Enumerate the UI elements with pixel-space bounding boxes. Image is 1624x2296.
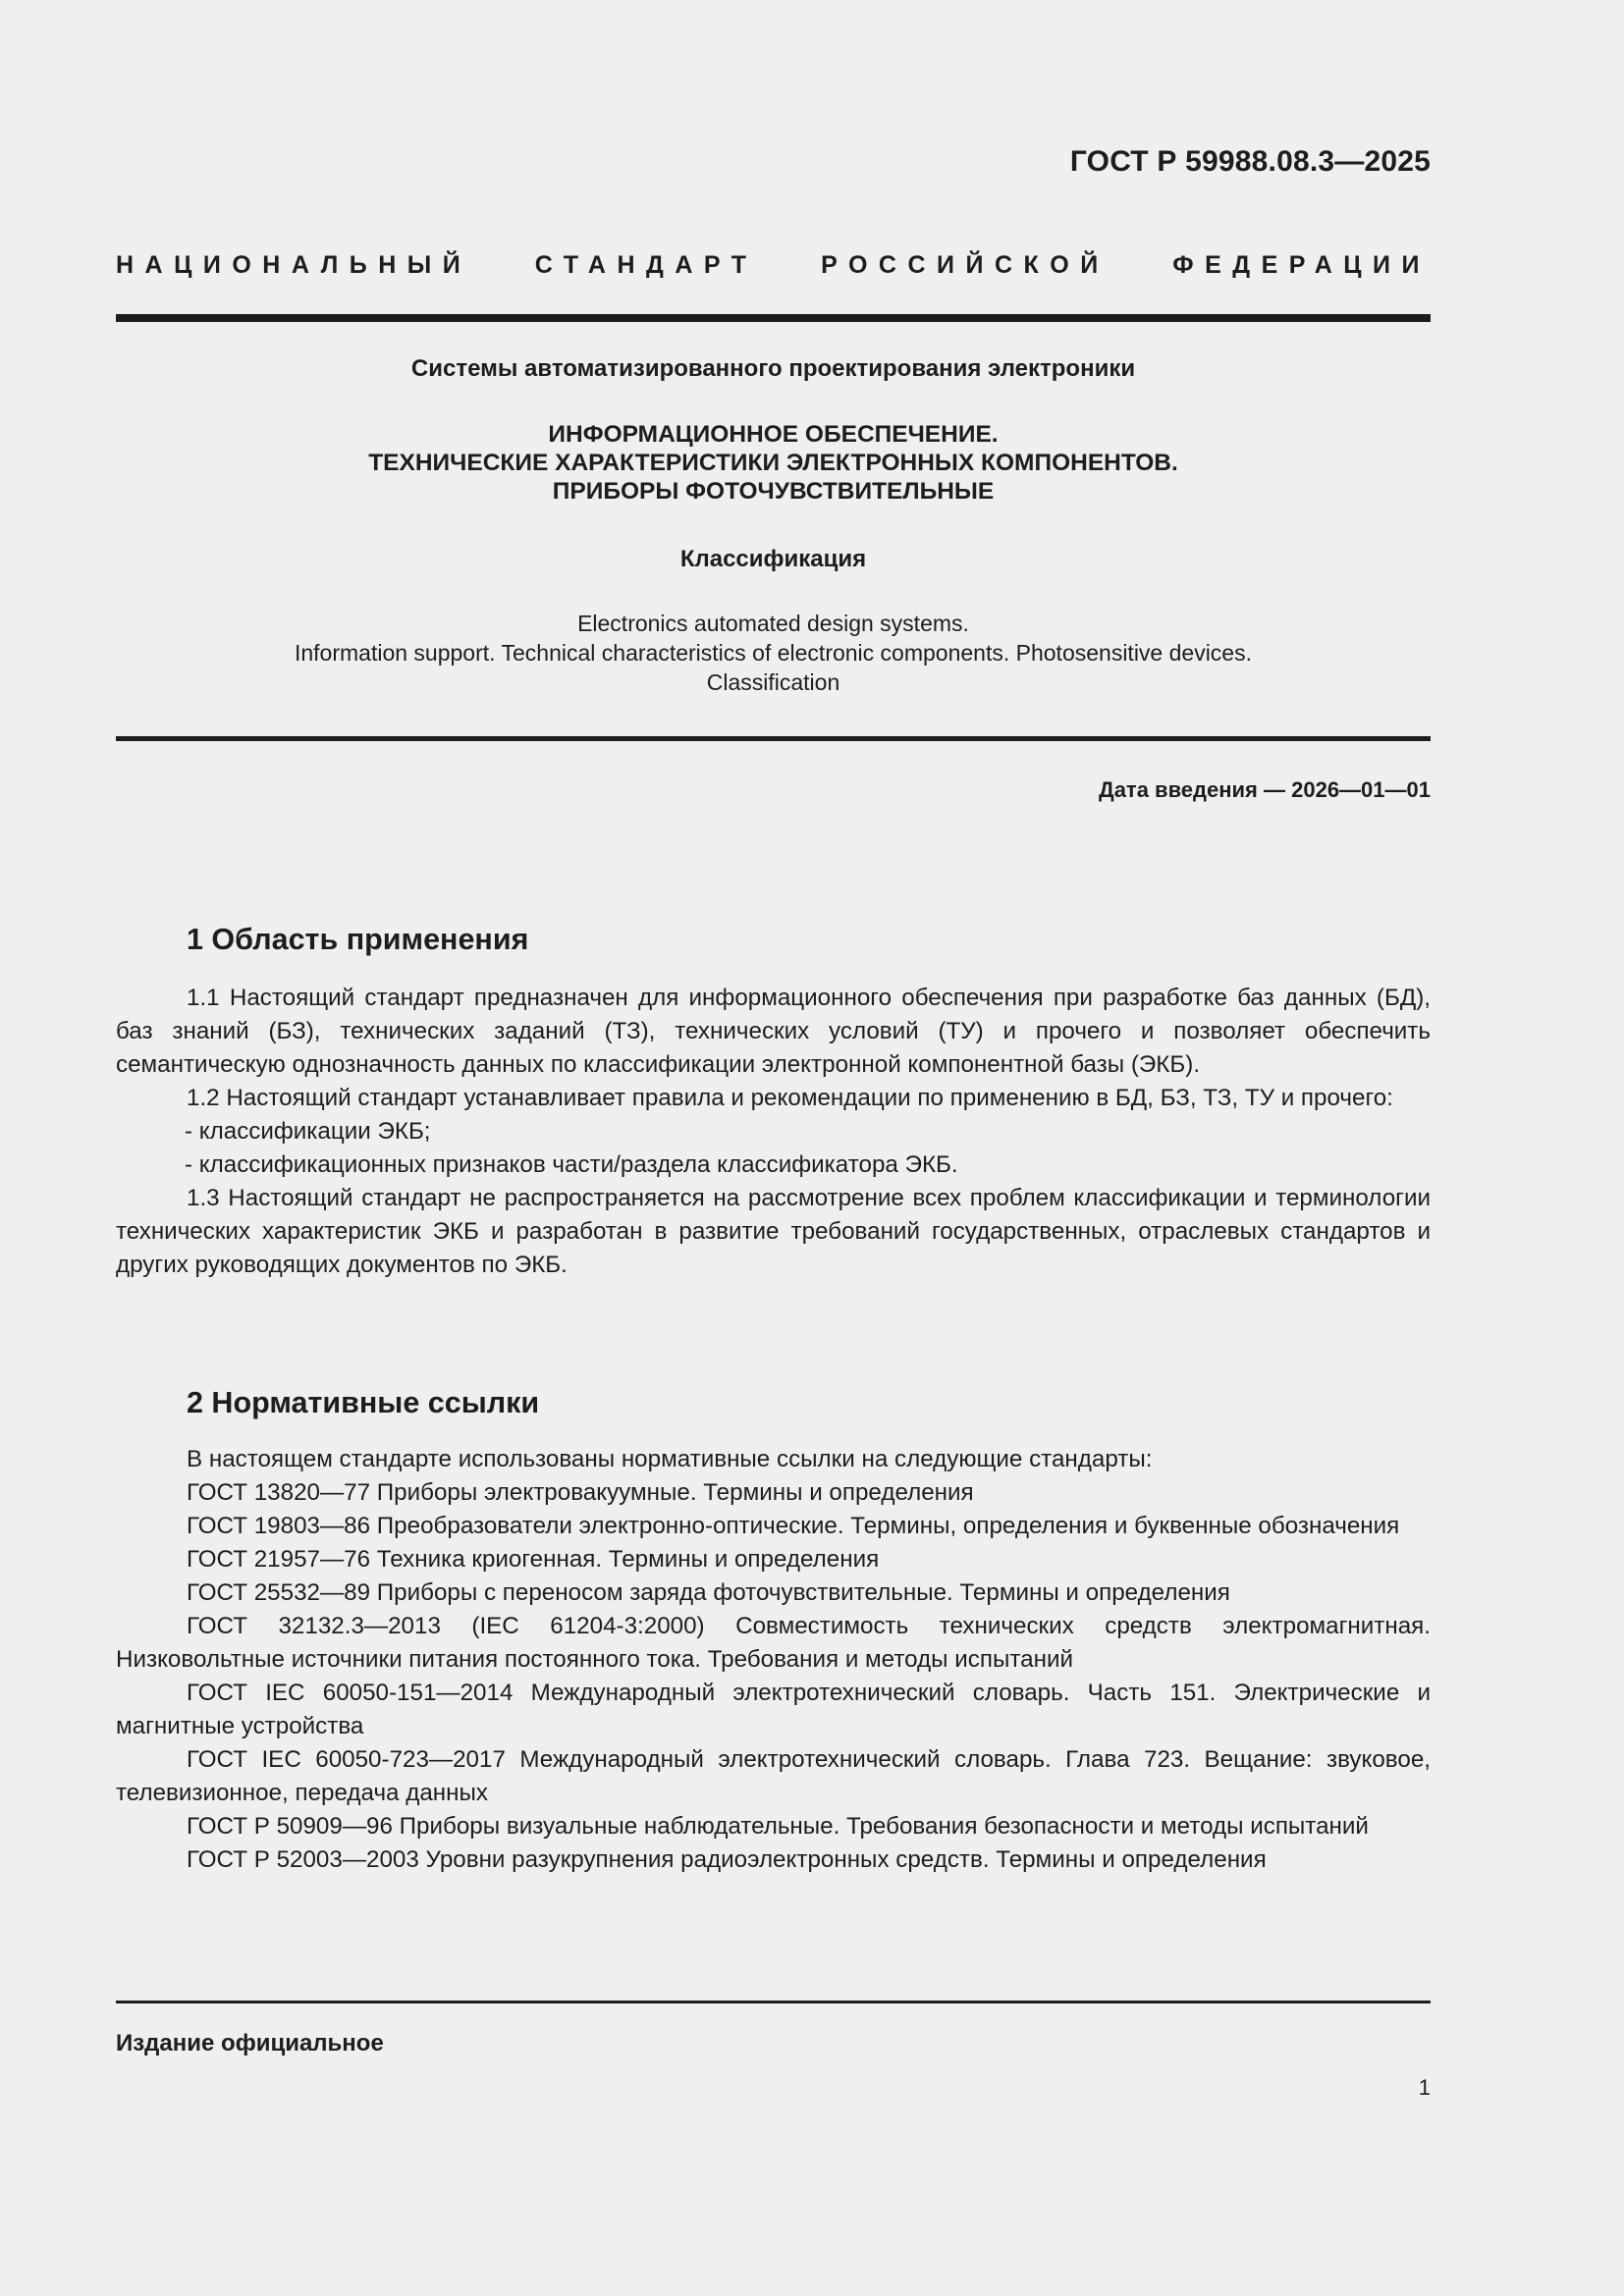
title-main: Системы автоматизированного проектирования электроники (410, 355, 1136, 382)
page-number: 1 (1418, 2075, 1431, 2100)
reference-item: ГОСТ Р 52003—2003 Уровни разукрупнения радиоэлектронных средств. Термины и определения (187, 1846, 1267, 1873)
section-1-heading: 1 Область применения (187, 923, 529, 956)
title-english (116, 609, 1431, 697)
reference-item: ГОСТ Р 50909—96 Приборы визуальные наблюдательные. Требования безопасности и методы испытаний (187, 1813, 1369, 1840)
section-1-body (116, 982, 1431, 1282)
title-classification: Классификация (679, 546, 867, 572)
bottom-divider (116, 2001, 1431, 2003)
title-caps-line: ИНФОРМАЦИОННОЕ ОБЕСПЕЧЕНИЕ. (548, 421, 999, 448)
paragraph: В настоящем стандарте использованы нормативные ссылки на следующие стандарты: (187, 1446, 1153, 1472)
reference-item: ГОСТ 19803—86 Преобразователи электронно-оптические. Термины, определения и буквенные обозначения (187, 1513, 1400, 1539)
document-number: ГОСТ Р 59988.08.3—2025 (1069, 145, 1431, 178)
middle-divider (116, 736, 1431, 741)
paragraph: 1.3 Настоящий стандарт не распространяется на рассмотрение всех проблем классификации и терминологии технических характеристик ЭКБ и разработан в развитие требований государственных, отраслевых стандартов и других руководящих документов по ЭКБ. (116, 1185, 1431, 1278)
title-english-line: Classification (706, 669, 840, 695)
title-caps-line: ПРИБОРЫ ФОТОЧУВСТВИТЕЛЬНЫЕ (552, 478, 995, 505)
list-item: - классификационных признаков части/раздела классификатора ЭКБ. (185, 1151, 958, 1178)
reference-item: ГОСТ 13820—77 Приборы электровакуумные. Термины и определения (187, 1479, 974, 1506)
introduction-date: Дата введения — 2026—01—01 (1099, 777, 1431, 802)
reference-item: ГОСТ IEC 60050-723—2017 Международный электротехнический словарь. Глава 723. Вещание: звуковое, телевизионное, передача данных (116, 1746, 1431, 1806)
reference-item: ГОСТ IEC 60050-151—2014 Международный электротехнический словарь. Часть 151. Электрические и магнитные устройства (116, 1680, 1431, 1739)
official-edition-label: Издание официальное (116, 2030, 384, 2056)
reference-item: ГОСТ 32132.3—2013 (IEC 61204-3:2000) Совместимость технических средств электромагнитная. Низковольтные источники питания постоянного тока. Требования и методы испытаний (116, 1613, 1431, 1673)
national-standard-banner: НАЦИОНАЛЬНЫЙ СТАНДАРТ РОССИЙСКОЙ ФЕДЕРАЦИИ (116, 251, 1431, 279)
title-english-line: Information support. Technical characteristics of electronic components. Photosensitive devices. (294, 640, 1252, 666)
list-item: - классификации ЭКБ; (185, 1118, 431, 1145)
title-caps (116, 420, 1431, 506)
section-2-heading: 2 Нормативные ссылки (187, 1386, 540, 1419)
paragraph: 1.1 Настоящий стандарт предназначен для информационного обеспечения при разработке баз данных (БД), баз знаний (БЗ), технических заданий (ТЗ), технических условий (ТУ) и прочего и позволяет обеспечить семантическую однозначность данных по классификации электронной компонентной базы (ЭКБ). (116, 985, 1431, 1078)
section-2-body (116, 1443, 1431, 1877)
title-caps-line: ТЕХНИЧЕСКИЕ ХАРАКТЕРИСТИКИ ЭЛЕКТРОННЫХ КОМПОНЕНТОВ. (368, 450, 1178, 476)
document-page (116, 0, 1431, 2296)
reference-item: ГОСТ 25532—89 Приборы с переносом заряда фоточувствительные. Термины и определения (187, 1579, 1230, 1606)
paragraph: 1.2 Настоящий стандарт устанавливает правила и рекомендации по применению в БД, БЗ, ТЗ, ТУ и прочего: (187, 1085, 1393, 1111)
reference-item: ГОСТ 21957—76 Техника криогенная. Термины и определения (187, 1546, 880, 1573)
title-english-line: Electronics automated design systems. (577, 611, 969, 636)
top-divider (116, 314, 1431, 322)
